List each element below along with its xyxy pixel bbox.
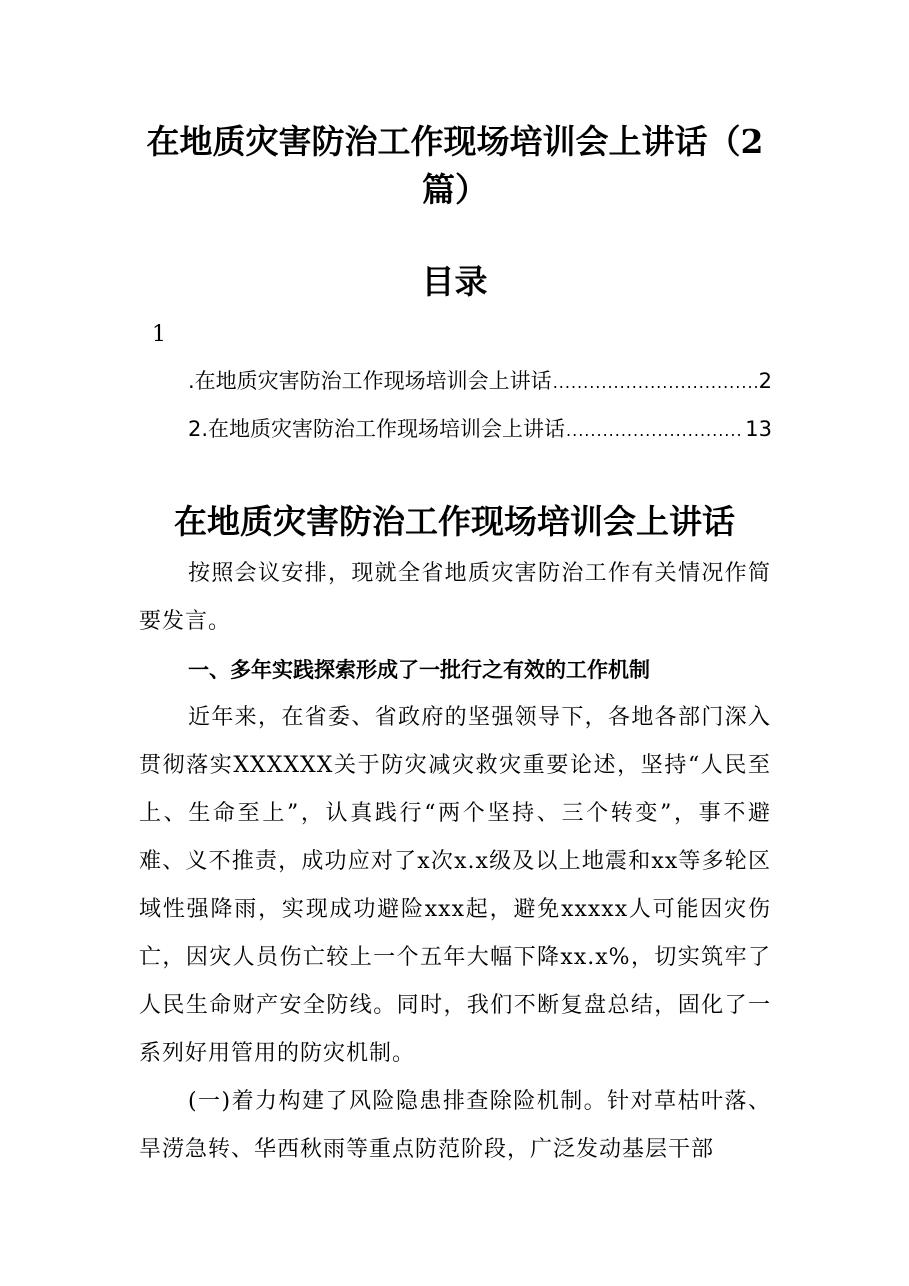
toc-index-marker: 1 bbox=[152, 322, 166, 347]
section-title: 在地质灾害防治工作现场培训会上讲话 bbox=[174, 502, 735, 541]
toc-leader-dots bbox=[566, 416, 744, 446]
paragraph: 近年来，在省委、省政府的坚强领导下，各地各部门深入贯彻落实XXXXXX关于防灾减灾救灾重要论述，坚持“人民至上、生命至上”，认真践行“两个坚持、三个转变”，事不避难、义不推责，成功应对了x次x.x级及以上地震和xx等多轮区域性强降雨，实现成功避险xxx起，避免xxxxx人可能因灾伤亡，因灾人员伤亡较上一个五年大幅下降xx.x%，切实筑牢了人民生命财产安全防线。同时，我们不断复盘总结，固化了一系列好用管用的防灾机制。 bbox=[139, 705, 771, 1066]
toc-entry-page: 13 bbox=[745, 417, 772, 441]
body-text bbox=[139, 550, 771, 1174]
paragraph: 按照会议安排，现就全省地质灾害防治工作有关情况作简要发言。 bbox=[139, 561, 771, 634]
toc-entry-page: 2 bbox=[758, 369, 772, 393]
toc-entry-text: .在地质灾害防治工作现场培训会上讲话 bbox=[188, 369, 552, 393]
toc-heading: 目录 bbox=[421, 262, 488, 301]
toc-entry-text: 2.在地质灾害防治工作现场培训会上讲话 bbox=[188, 417, 566, 441]
toc-entry[interactable] bbox=[188, 414, 772, 444]
section-heading: 一、多年实践探索形成了一批行之有效的工作机制 bbox=[188, 658, 650, 682]
toc-leader-dots bbox=[553, 368, 758, 398]
document-title: 在地质灾害防治工作现场培训会上讲话（2篇） bbox=[146, 122, 764, 209]
toc-entry[interactable] bbox=[188, 366, 772, 396]
paragraph: (一)着力构建了风险隐患排查除险机制。针对草枯叶落、旱涝急转、华西秋雨等重点防范阶段，广泛发动基层干部 bbox=[139, 1089, 771, 1162]
